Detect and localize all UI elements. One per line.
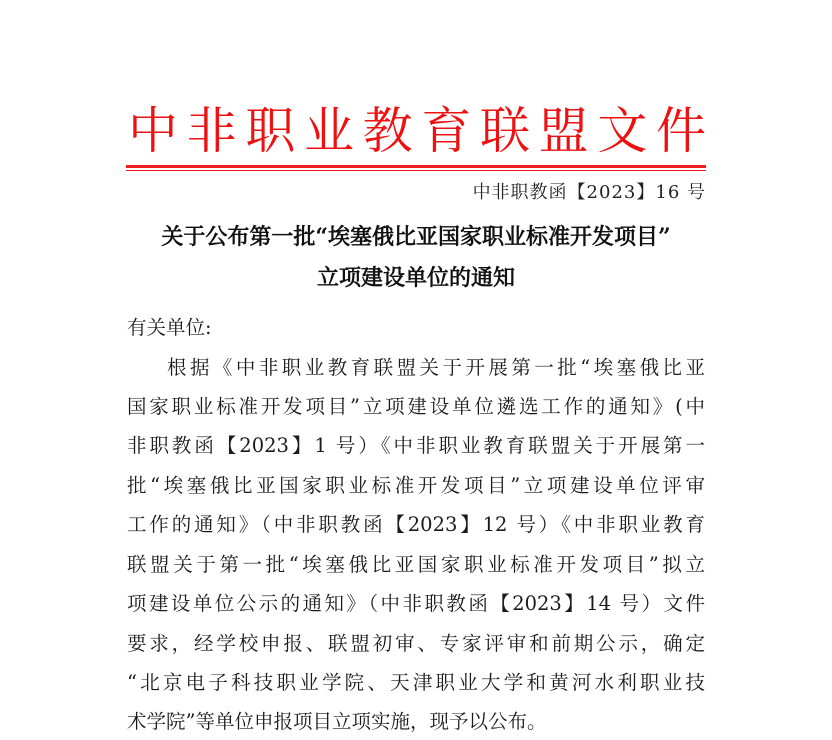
body-line: 项建设单位公示的通知》（中非职教函【2023】14 号）文件 — [127, 592, 705, 615]
body-line: “北京电子科技职业学院、天津职业大学和黄河水利职业技 — [127, 671, 705, 694]
body-line: 非职教函【2023】1 号）《中非职业教育联盟关于开展第一 — [127, 434, 705, 457]
salutation: 有关单位: — [127, 316, 212, 339]
header-red-rule-thin — [126, 170, 706, 171]
body-line: 工作的通知》（中非职教函【2023】12 号）《中非职业教育 — [127, 513, 705, 536]
body-line: 术学院”等单位申报项目立项实施，现予以公布。 — [127, 710, 547, 733]
body-line: 批“埃塞俄比亚国家职业标准开发项目”立项建设单位评审 — [127, 474, 705, 497]
notice-title-line-1: 关于公布第一批“埃塞俄比亚国家职业标准开发项目” — [161, 224, 671, 250]
org-header-title: 中非职业教育联盟文件 — [128, 102, 706, 160]
body-line: 国家职业标准开发项目”立项建设单位遴选工作的通知》(中 — [127, 395, 705, 418]
body-line: 要求，经学校申报、联盟初审、专家评审和前期公示，确定 — [127, 632, 705, 655]
body-line: 根据《中非职业教育联盟关于开展第一批“埃塞俄比亚 — [167, 356, 705, 379]
notice-title-line-2: 立项建设单位的通知 — [316, 265, 515, 291]
body-line: 联盟关于第一批“埃塞俄比亚国家职业标准开发项目”拟立 — [127, 553, 705, 576]
header-red-rule-thick — [126, 165, 706, 168]
document-number: 中非职教函【2023】16 号 — [472, 182, 706, 203]
